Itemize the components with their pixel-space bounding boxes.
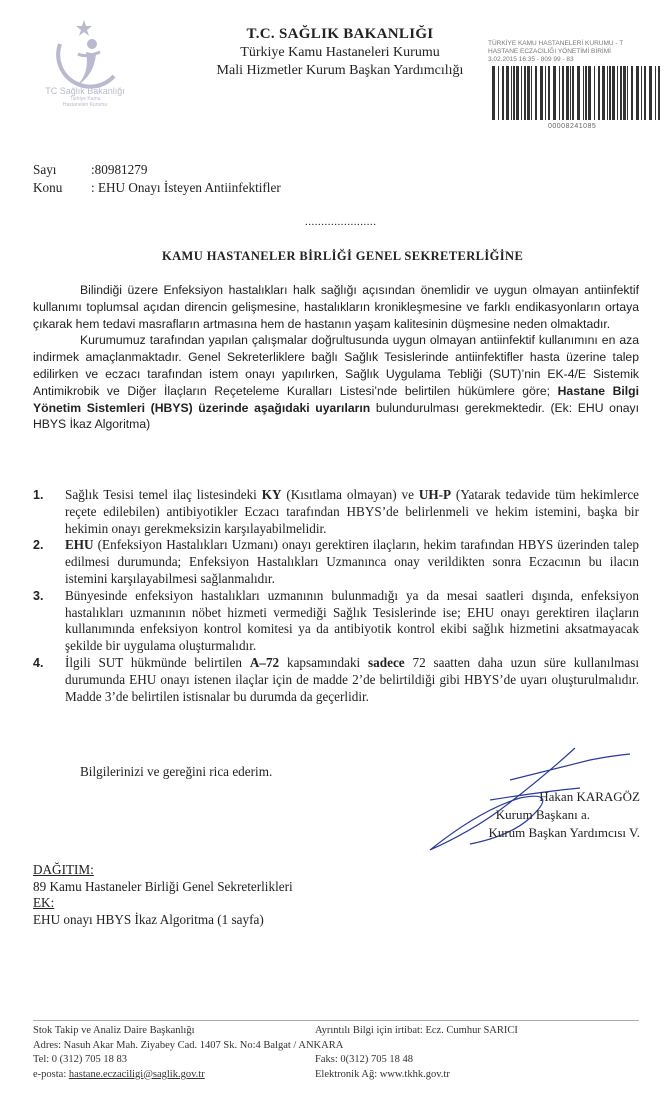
email-link[interactable]: hastane.eczaciligi@saglik.gov.tr — [68, 1068, 205, 1080]
footer-divider — [33, 1020, 639, 1021]
barcode-bar — [641, 66, 642, 120]
barcode-bar — [609, 66, 611, 120]
barcode-bar — [502, 66, 504, 120]
dagitim-value: 89 Kamu Hastaneler Birliği Genel Sekreterlikleri — [33, 878, 293, 894]
ministry-title: T.C. SAĞLIK BAKANLIĞI — [246, 26, 434, 42]
barcode-bar — [658, 66, 660, 120]
barcode-bar — [627, 66, 628, 120]
barcode-bar — [527, 66, 530, 120]
list-item: 1. Sağlık Tesisi temel ilaç listesindeki KY (Kısıtlama olmayan) ve UH-P (Yatarak tedavide tüm hekimlerce reçete edilebilen) antibiyotikler Eczacı tarafından HBYS’de belirlenmeli ve hekim istemini, başka bir hekimin onayı gerekmeksizin karşılayabilmelidir. — [33, 487, 640, 536]
barcode-bar — [559, 66, 560, 120]
document-meta — [33, 161, 281, 197]
barcode-bar — [577, 66, 580, 120]
barcode-bar — [594, 66, 595, 120]
registry-stamp: TÜRKİYE KAMU HASTANELERİ KURUMU - T HASTANE ECZACILIĞI YÖNETİMİ BİRİMİ 3.02.2015 16:35 - 809 99 - 83 — [488, 40, 624, 63]
logo-figure-body — [76, 52, 96, 86]
barcode-bar — [612, 66, 615, 120]
barcode-bar — [545, 66, 546, 120]
barcode-bar — [636, 66, 639, 120]
institution-name: Türkiye Kamu Hastaneleri Kurumu — [240, 45, 440, 60]
barcode-bar — [492, 66, 495, 120]
barcode-bar — [511, 66, 512, 120]
paragraph-2: Kurumumuz tarafından yapılan çalışmalar doğrultusunda uygun olmayan antiinfektif kullanımını en aza indirmek amaçlanmaktadır. Genel Sekreterliklere bağlı Sağlık Tesislerinde antiinfektifler hasta üzerine talep edilirken ve eczacı tarafından istem onayı yapılırken, Sağlık Uygulama Tebliği (SUT)’nin EK-4/E Sistemik Antimikrobik ve Diğer İlaçların Reçeteleme Kuralları Listesi’nde belirtilen hükümlere göre; Hastane Bilgi Yönetim Sistemleri (HBYS) üzerinde aşağıdaki uyarıların bulundurulması gerekmektedir. (Ek: EHU onayı HBYS İkaz Algoritma) — [33, 333, 639, 432]
letter-body — [33, 282, 639, 433]
star-icon — [76, 20, 92, 36]
barcode-bar — [540, 66, 543, 120]
barcode-number: 00008241085 — [548, 123, 597, 130]
sayi-label: Sayı — [33, 162, 57, 177]
barcode-bar — [607, 66, 608, 120]
barcode-bar — [572, 66, 574, 120]
barcode-bar — [598, 66, 600, 120]
barcode-bar — [531, 66, 532, 120]
signature-block — [400, 788, 640, 842]
barcode-bar — [583, 66, 584, 120]
dagitim-label: DAĞITIM: — [33, 862, 94, 877]
barcode-bar — [506, 66, 509, 120]
list-item: 3. Bünyesinde enfeksiyon hastalıkları uzmanının bulunmadığı ya da mesai saatleri dışında, enfeksiyon hastalıkları uzmanının nöbet hizmeti vermediği Sağlık Tesislerinde ise; EHU onayı gerektiren ilaçların kullanımında enfeksiyon kontrol komitesi ya da antibiyotik kontrol ekibi sağlık hizmetini aksatmayacak şekilde bir uygulama oluşturmalıdır. — [33, 587, 639, 654]
footer: Stok Takip ve Analiz Daire Başkanlığı Ayrıntılı Bilgi için irtibat: Ecz. Cumhur SARICI Adres: Nasuh Akar Mah. Ziyabey Cad. 1407 Sk. No:4 Balgat / ANKARA Tel: 0 (312) 705 18 83 Faks: 0(312) 705 18 48 e-posta: hastane.eczaciligi@saglik.gov.tr Elektronik Ağ: www.tkhk.gov.tr — [33, 1024, 653, 1082]
website: Elektronik Ağ: www.tkhk.gov.tr — [315, 1068, 450, 1080]
dot-separator: ...................... — [305, 216, 377, 228]
barcode-bar — [524, 66, 526, 120]
barcode-bar — [588, 66, 591, 120]
signatory-name: Hakan KARAGÖZ — [539, 789, 640, 804]
barcode-bar — [655, 66, 656, 120]
closing-line: Bilgilerinizi ve gereğini rica ederim. — [80, 764, 273, 779]
barcode-bar — [498, 66, 499, 120]
konu-label: Konu — [33, 180, 63, 195]
barcode — [490, 66, 666, 120]
ek-value: EHU onayı HBYS İkaz Algoritma (1 sayfa) — [33, 911, 264, 927]
ek-label: EK: — [33, 895, 55, 911]
requirements-list — [33, 487, 639, 705]
konu-value: : EHU Onayı İsteyen Antiinfektifler — [91, 180, 281, 195]
list-item: 4. İlgili SUT hükmünde belirtilen A–72 kapsamındaki sadece 72 saatten daha uzun süre kullanılması durumunda EHU onayı istenen ilaçlar için de madde 2’de belirtildiği gibi HBYS’de uyarı oluşturulmalıdır. Madde 3’de belirtilen istisnalar bu durumda da geçerlidir. — [33, 654, 640, 704]
barcode-bar — [562, 66, 564, 120]
paragraph-1: Bilindiği üzere Enfeksiyon hastalıkları halk sağlığı açısından önemlidir ve uygun olmayan antiinfektif kullanımı toplumsal açıdan direncin gelişmesine, hastalıkların kronikleşmesine ve farklı endikasyonların ortaya çıkarak hem tedavi masrafların artmasına hem de hastanın yaşam kalitesinin düşmesine neden olmaktadır. — [33, 283, 639, 331]
barcode-bar — [516, 66, 519, 120]
department-name: Mali Hizmetler Kurum Başkan Yardımcılığı — [216, 63, 464, 78]
barcode-bar — [535, 66, 537, 120]
logo-figure-head — [87, 39, 97, 49]
barcode-bar — [602, 66, 605, 120]
signatory-title-2: Kurum Başkan Yardımcısı V. — [488, 825, 640, 840]
barcode-bar — [631, 66, 633, 120]
sayi-value: :80981279 — [91, 162, 148, 177]
barcode-bar — [566, 66, 569, 120]
barcode-bar — [570, 66, 571, 120]
barcode-bar — [585, 66, 587, 120]
letterhead — [190, 26, 490, 79]
addressee: KAMU HASTANELER BİRLİĞİ GENEL SEKRETERLİĞİNE — [162, 249, 524, 263]
signatory-title: Kurum Başkanı a. — [495, 807, 590, 822]
barcode-bar — [521, 66, 522, 120]
barcode-bar — [513, 66, 515, 120]
barcode-bar — [548, 66, 550, 120]
logo-caption: TC Sağlık Bakanlığı Türkiye Kamu Hastaneleri Kurumu — [45, 86, 125, 108]
barcode-bar — [620, 66, 622, 120]
barcode-bar — [644, 66, 646, 120]
barcode-bar — [623, 66, 626, 120]
distribution — [33, 862, 293, 928]
barcode-bar — [617, 66, 618, 120]
barcode-bar — [649, 66, 652, 120]
list-item: 2. EHU (Enfeksiyon Hastalıkları Uzmanı) onayı gerektiren ilaçların, hekim tarafından HBYS üzerinden talep edilmesi durumunda; Enfeksiyon Hastalıkları Uzmanınca onay verildikten sonra Eczacının bu ilacın istemini karşılayabilmesi sağlanmalıdır. — [33, 537, 639, 586]
barcode-bar — [553, 66, 556, 120]
